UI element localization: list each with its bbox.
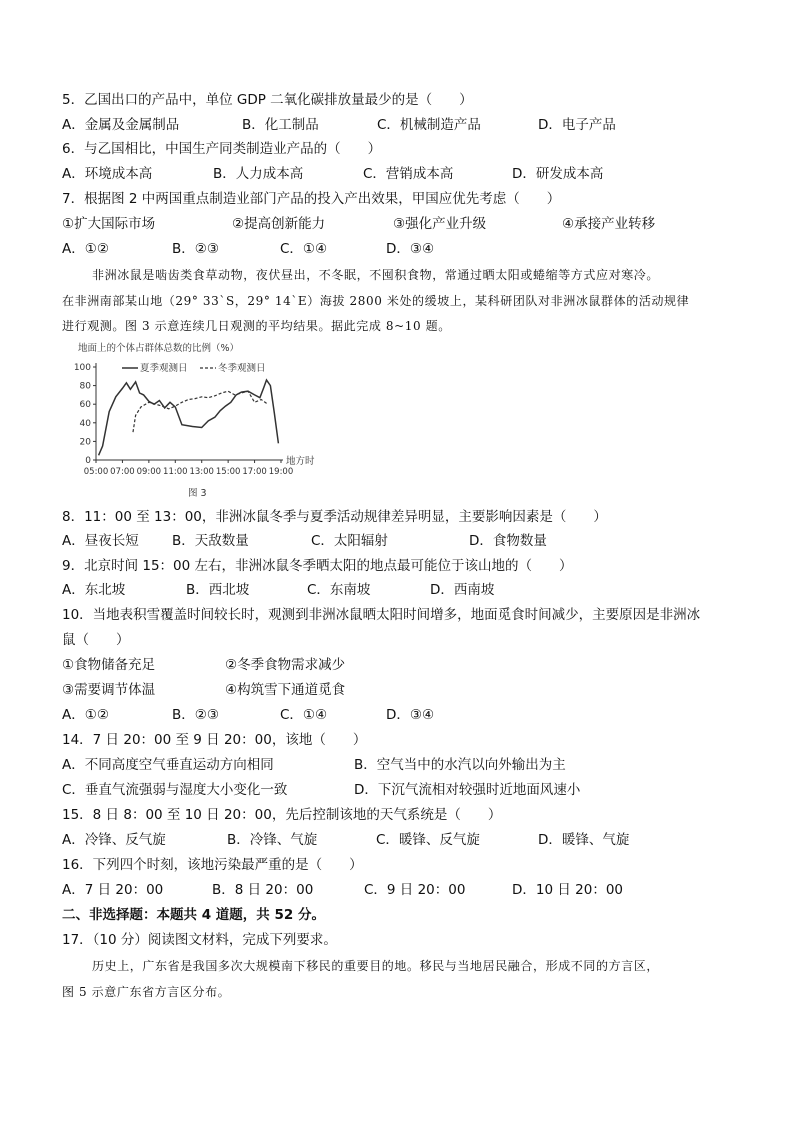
q10-option-b: B．②③ (172, 707, 219, 723)
q16-option-c: C．9 日 20：00 (364, 882, 466, 898)
q15-option-b: B．冷锋、气旋 (227, 832, 318, 848)
summer-series-line (99, 380, 279, 455)
q9-option-d: D．西南坡 (430, 582, 495, 598)
q9-stem: 9．北京时间 15：00 左右，非洲冰鼠冬季晒太阳的地点最可能位于该山地的（ ） (62, 558, 573, 574)
q7-option-a: A．①② (62, 241, 109, 257)
x-tick-label: 05:00 (83, 467, 109, 477)
chart-xlabel: 地方时 (286, 456, 315, 467)
q10-item-2: ②冬季食物需求减少 (225, 657, 346, 673)
q10-option-a: A．①② (62, 707, 109, 723)
q9-option-b: B．西北坡 (186, 582, 250, 598)
passage1-line-2: 在非洲南部某山地（29° 33`S，29° 14`E）海拔 2800 米处的缓坡上，某科研团队对非洲冰鼠群体的活动规律 (62, 294, 690, 308)
q16-option-b: B．8 日 20：00 (212, 882, 314, 898)
q16-stem: 16．下列四个时刻，该地污染最严重的是（ ） (62, 857, 363, 873)
q15-option-d: D．暖锋、气旋 (538, 832, 630, 848)
q8-option-d: D．食物数量 (469, 533, 547, 549)
q7-stem: 7．根据图 2 中两国重点制造业部门产品的投入产出效果，甲国应优先考虑（ ） (62, 191, 561, 207)
q9-option-c: C．东南坡 (307, 582, 371, 598)
x-tick-label: 13:00 (189, 467, 214, 477)
legend-label: 冬季观测日 (218, 363, 266, 374)
q14-stem: 14．7 日 20：00 至 9 日 20：00，该地（ ） (62, 732, 367, 748)
q6-option-b: B．人力成本高 (213, 166, 304, 182)
q15-stem: 15．8 日 8：00 至 10 日 20：00，先后控制该地的天气系统是（ ） (62, 807, 502, 823)
q8-stem: 8．11：00 至 13：00，非洲冰鼠冬季与夏季活动规律差异明显，主要影响因素是（ ） (62, 509, 607, 525)
q7-item-3: ③强化产业升级 (393, 216, 487, 232)
q7-item-4: ④承接产业转移 (562, 216, 656, 232)
q7-option-d: D．③④ (386, 241, 435, 257)
x-tick-label: 11:00 (163, 467, 188, 477)
q7-option-c: C．①④ (280, 241, 328, 257)
x-tick-label: 09:00 (136, 467, 162, 477)
y-tick-label: 60 (79, 400, 91, 411)
section-2-heading: 二、非选择题：本题共 4 道题，共 52 分。 (62, 907, 325, 923)
q10-item-4: ④构筑雪下通道觅食 (225, 682, 346, 698)
q10-option-c: C．①④ (280, 707, 328, 723)
chart-caption: 图 3 (188, 488, 207, 499)
q10-option-d: D．③④ (386, 707, 435, 723)
x-tick-label: 19:00 (268, 467, 294, 477)
q9-option-a: A．东北坡 (62, 582, 126, 598)
legend-label: 夏季观测日 (140, 363, 188, 374)
q16-option-a: A．7 日 20：00 (62, 882, 164, 898)
q8-option-a: A．昼夜长短 (62, 533, 139, 549)
q8-option-b: B．天敌数量 (172, 533, 249, 549)
q5-option-d: D．电子产品 (538, 117, 616, 133)
q10-item-1: ①食物储备充足 (62, 657, 156, 673)
q15-option-c: C．暖锋、反气旋 (376, 832, 480, 848)
x-tick-label: 17:00 (242, 467, 267, 477)
q6-stem: 6．与乙国相比，中国生产同类制造业产品的（ ） (62, 141, 382, 157)
chart-ylabel: 地面上的个体占群体总数的比例（%） (78, 343, 240, 354)
y-tick-label: 20 (79, 437, 91, 448)
figure-3-chart (70, 340, 330, 500)
passage1-line-1: 非洲冰鼠是啮齿类食草动物，夜伏昼出，不冬眠，不囤积食物，常通过晒太阳或蜷缩等方式应对寒冷。 (92, 268, 660, 282)
y-tick-label: 100 (73, 363, 91, 373)
q10-item-3: ③需要调节体温 (62, 682, 156, 698)
q16-option-d: D．10 日 20：00 (512, 882, 624, 898)
q7-item-1: ①扩大国际市场 (62, 216, 156, 232)
q10-stem-line-1: 10．当地表积雪覆盖时间较长时，观测到非洲冰鼠晒太阳时间增多，地面觅食时间减少，主要原因是非洲冰 (62, 607, 701, 623)
q8-option-c: C．太阳辐射 (311, 533, 388, 549)
q14-option-d: D．下沉气流相对较强时近地面风速小 (354, 782, 581, 798)
winter-series-line (133, 391, 268, 432)
q5-option-a: A．金属及金属制品 (62, 117, 180, 133)
y-tick-label: 40 (79, 418, 91, 429)
q6-option-a: A．环境成本高 (62, 166, 153, 182)
passage2-line-1: 历史上，广东省是我国多次大规模南下移民的重要目的地。移民与当地居民融合，形成不同的方言区， (92, 959, 660, 973)
q10-stem-line-2: 鼠（ ） (62, 632, 130, 648)
y-tick-label: 0 (85, 456, 91, 466)
passage2-line-2: 图 5 示意广东省方言区分布。 (62, 985, 231, 999)
q7-option-b: B．②③ (172, 241, 219, 257)
q15-option-a: A．冷锋、反气旋 (62, 832, 166, 848)
q6-option-c: C．营销成本高 (363, 166, 454, 182)
q14-option-b: B．空气当中的水汽以向外输出为主 (354, 757, 566, 773)
q6-option-d: D．研发成本高 (512, 166, 604, 182)
q5-option-c: C．机械制造产品 (377, 117, 481, 133)
q7-item-2: ②提高创新能力 (232, 216, 326, 232)
q5-option-b: B．化工制品 (242, 117, 319, 133)
x-tick-label: 15:00 (215, 467, 241, 477)
q14-option-a: A．不同高度空气垂直运动方向相同 (62, 757, 274, 773)
q5-stem: 5．乙国出口的产品中，单位 GDP 二氧化碳排放量最少的是（ ） (62, 92, 473, 108)
y-tick-label: 80 (79, 381, 91, 392)
q17-stem: 17．（10 分）阅读图文材料，完成下列要求。 (62, 932, 337, 948)
passage1-line-3: 进行观测。图 3 示意连续几日观测的平均结果。据此完成 8~10 题。 (62, 319, 451, 333)
q14-option-c: C．垂直气流强弱与湿度大小变化一致 (62, 782, 288, 798)
x-tick-label: 07:00 (110, 467, 135, 477)
